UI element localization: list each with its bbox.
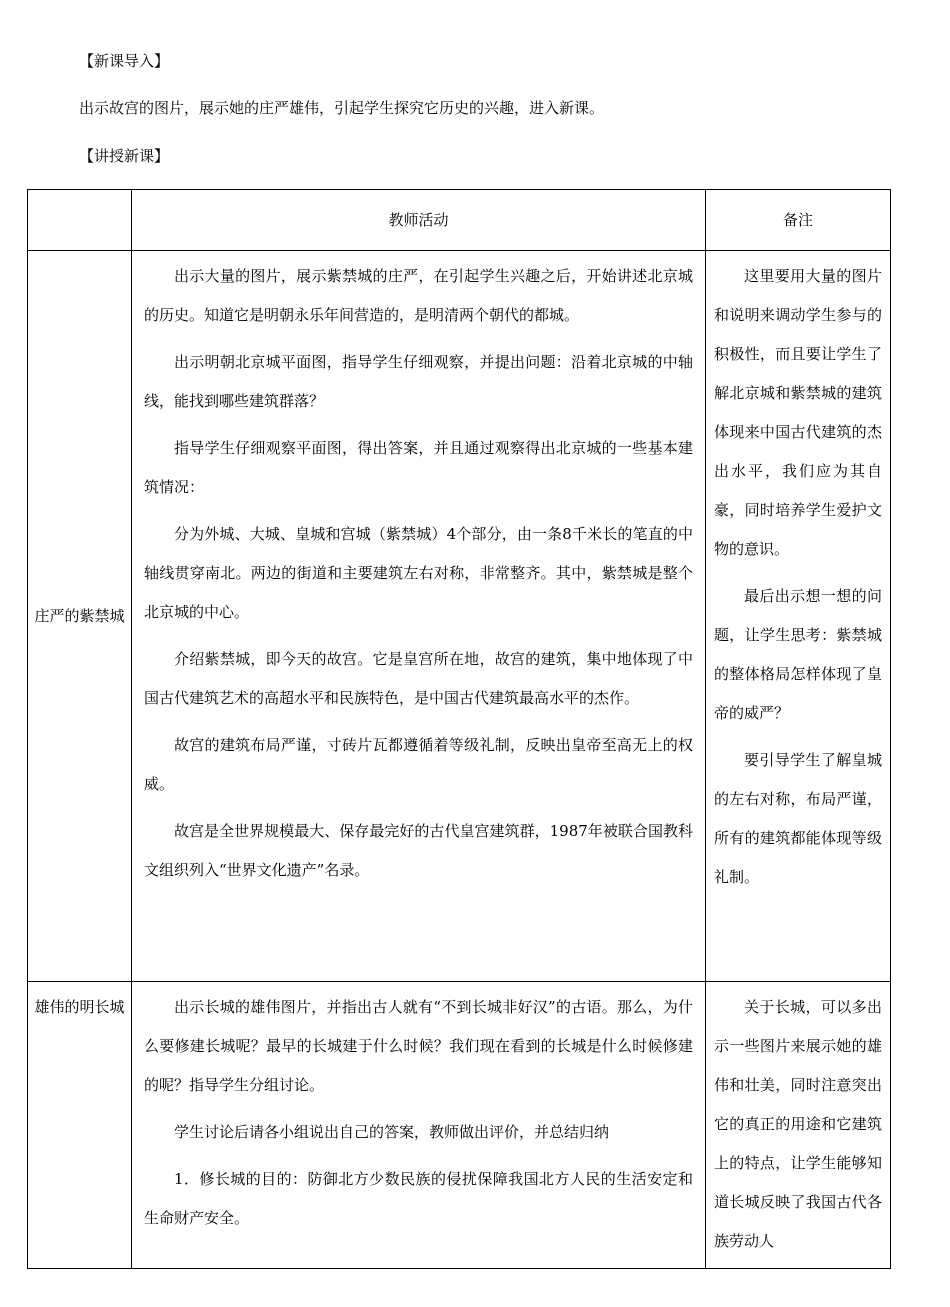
activity-paragraph: 故宫是全世界规模最大、保存最完好的古代皇宫建筑群，1987年被联合国教科文组织列入“世界文化遗产”名录。 <box>144 822 693 879</box>
header-cell-teacher-activity: 教师活动 <box>132 190 706 251</box>
activity-paragraph: 故宫的建筑布局严谨，寸砖片瓦都遵循着等级礼制，反映出皇帝至高无上的权威。 <box>144 736 693 793</box>
note-paragraph: 这里要用大量的图片和说明来调动学生参与的积极性，而且要让学生了解北京城和紫禁城的建筑体现来中国古代建筑的杰出水平，我们应为其自豪，同时培养学生爱护文物的意识。 <box>714 267 882 558</box>
activity-paragraph: 指导学生仔细观察平面图，得出答案，并且通过观察得出北京城的一些基本建筑情况： <box>144 439 693 496</box>
notes-cell <box>706 982 891 1269</box>
header-cell-topic <box>28 190 132 251</box>
lesson-table <box>27 189 891 1269</box>
activity-paragraph: 分为外城、大城、皇城和宫城（紫禁城）4个部分，由一条8千米长的笔直的中轴线贯穿南北。两边的街道和主要建筑左右对称，非常整齐。其中，紫禁城是整个北京城的中心。 <box>144 525 693 621</box>
activity-paragraph: 出示大量的图片，展示紫禁城的庄严，在引起学生兴趣之后，开始讲述北京城的历史。知道它是明朝永乐年间营造的，是明清两个朝代的都城。 <box>144 267 693 324</box>
activity-paragraph: 介绍紫禁城，即今天的故宫。它是皇宫所在地，故宫的建筑，集中地体现了中国古代建筑艺术的高超水平和民族特色，是中国古代建筑最高水平的杰作。 <box>144 650 693 707</box>
activity-cell <box>132 251 706 982</box>
activity-paragraph: 出示长城的雄伟图片，并指出古人就有“不到长城非好汉”的古语。那么，为什么要修建长城呢？最早的长城建于什么时候？我们现在看到的长城是什么时候修建的呢？指导学生分组讨论。 <box>144 998 693 1094</box>
notes-cell <box>706 251 891 982</box>
intro-paragraph: 出示故宫的图片，展示她的庄严雄伟，引起学生探究它历史的兴趣，进入新课。 <box>79 99 605 117</box>
table-row <box>28 251 891 982</box>
activity-paragraph: 出示明朝北京城平面图，指导学生仔细观察，并提出问题：沿着北京城的中轴线，能找到哪些建筑群落？ <box>144 353 693 410</box>
table-header-row <box>28 190 891 251</box>
note-paragraph: 要引导学生了解皇城的左右对称，布局严谨，所有的建筑都能体现等级礼制。 <box>714 751 882 886</box>
note-paragraph: 关于长城，可以多出示一些图片来展示她的雄伟和壮美，同时注意突出它的真正的用途和它建筑上的特点，让学生能够知道长城反映了我国古代各族劳动人 <box>714 998 882 1250</box>
note-paragraph: 最后出示想一想的问题，让学生思考：紫禁城的整体格局怎样体现了皇帝的威严？ <box>714 587 882 722</box>
activity-paragraph: 学生讨论后请各小组说出自己的答案，教师做出评价，并总结归纳 <box>174 1123 610 1141</box>
header-cell-notes: 备注 <box>706 190 891 251</box>
topic-cell: 庄严的紫禁城 <box>28 251 132 982</box>
section-heading-teach: 【讲授新课】 <box>79 147 170 165</box>
activity-paragraph: 1．修长城的目的：防御北方少数民族的侵扰保障我国北方人民的生活安定和生命财产安全。 <box>144 1170 693 1227</box>
table-row <box>28 982 891 1269</box>
section-heading-intro: 【新课导入】 <box>79 52 170 70</box>
topic-cell: 雄伟的明长城 <box>28 982 132 1269</box>
activity-cell <box>132 982 706 1269</box>
